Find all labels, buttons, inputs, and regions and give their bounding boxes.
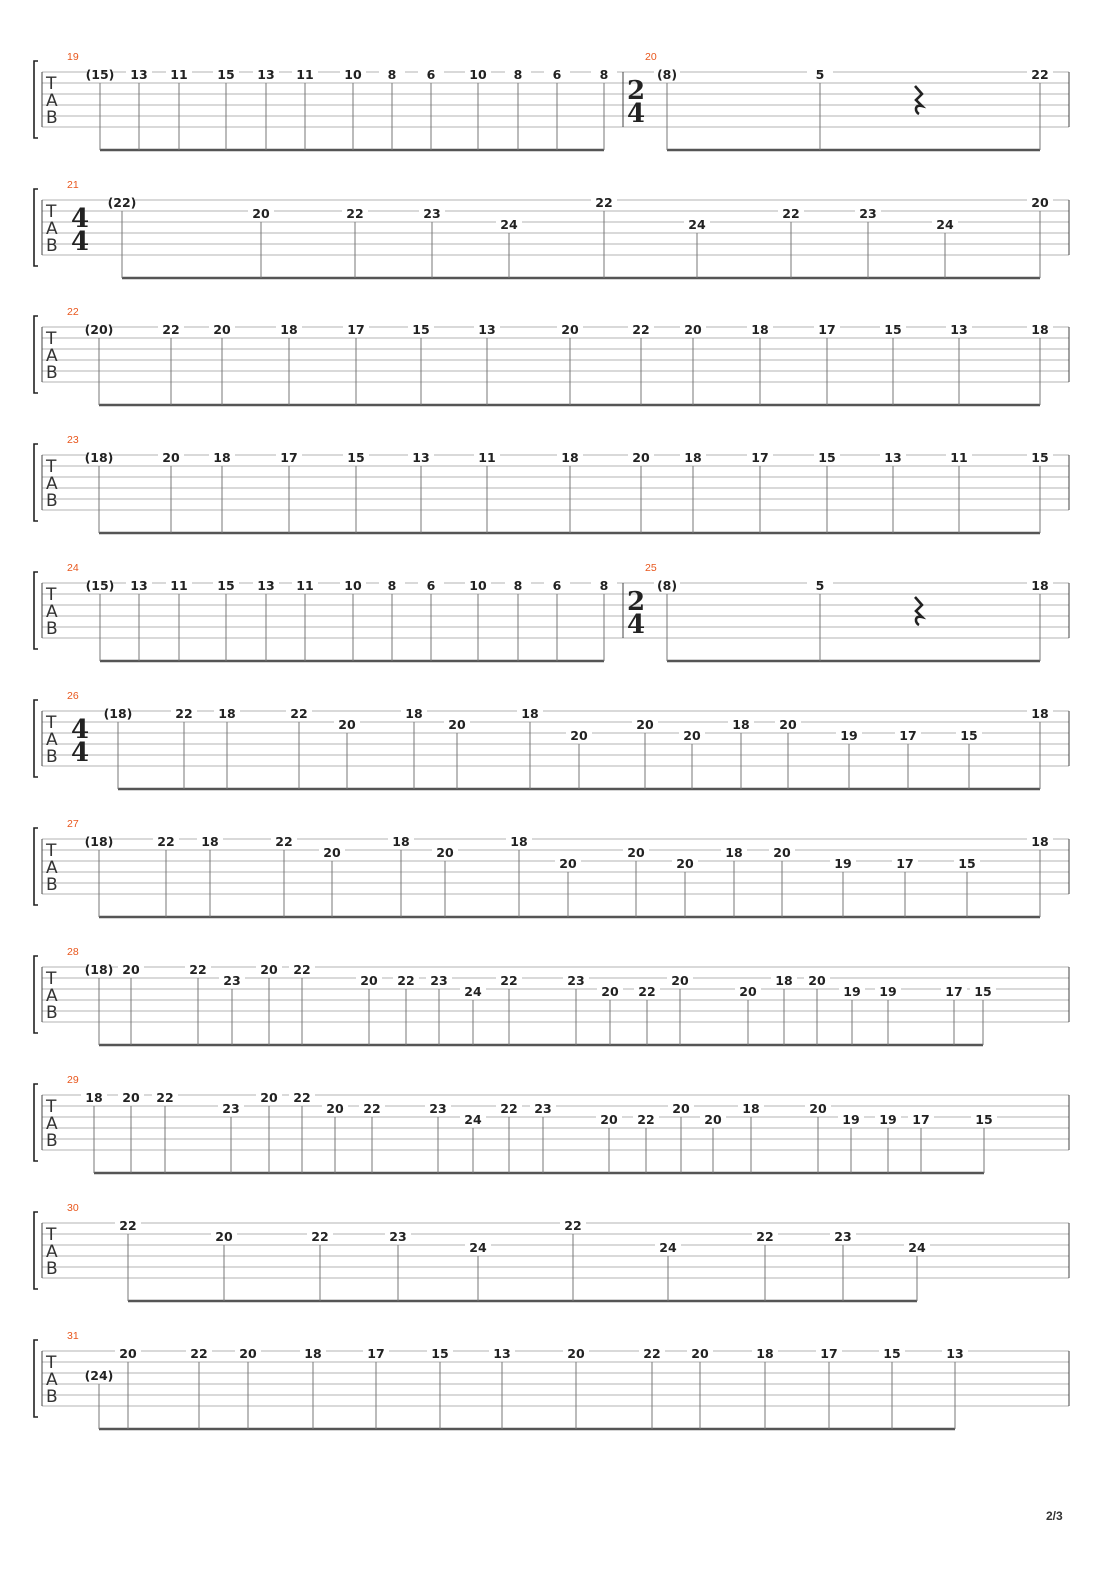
fret-number: 20 [691,1346,709,1361]
fret-number: 13 [884,450,902,465]
fret-number: 20 [119,1346,137,1361]
fret-number: 13 [946,1346,964,1361]
fret-number: 15 [883,1346,901,1361]
fret-number: 22 [500,1101,518,1116]
fret-number: 17 [280,450,298,465]
tab-clef-letter: B [46,1259,58,1279]
time-signature-bottom: 4 [626,610,646,640]
fret-number: 22 [189,962,207,977]
fret-number: 18 [218,706,236,721]
fret-number: 18 [280,322,298,337]
fret-number: 15 [1031,450,1049,465]
fret-number: (18) [84,834,114,849]
tab-system [34,1330,1069,1429]
time-signature-top: 4 [70,715,90,745]
tab-system [34,1202,1069,1301]
fret-number: 23 [430,973,448,988]
fret-number: 24 [464,1112,482,1127]
fret-number: 22 [119,1218,137,1233]
measure [67,1074,997,1173]
fret-number: 24 [464,984,482,999]
fret-number: (8) [656,67,678,82]
fret-number: 22 [157,834,175,849]
fret-number: 17 [896,856,914,871]
fret-number: 22 [397,973,415,988]
fret-number: 20 [561,322,579,337]
measure-number: 20 [645,51,657,63]
fret-number: 6 [426,67,436,82]
fret-number: 20 [808,973,826,988]
fret-number: 22 [363,1101,381,1116]
tab-system [34,434,1069,533]
fret-number: 20 [676,856,694,871]
fret-number: 18 [1031,706,1049,721]
fret-number: 8 [599,578,609,593]
tab-system [34,818,1069,917]
fret-number: 24 [469,1240,487,1255]
fret-number: 10 [469,578,487,593]
fret-number: 20 [360,973,378,988]
fret-number: 20 [122,962,140,977]
fret-number: 15 [975,1112,993,1127]
tab-clef-letter: A [46,346,58,366]
tab-clef-letter: A [46,91,58,111]
fret-number: 15 [960,728,978,743]
fret-number: 22 [632,322,650,337]
fret-number: (8) [656,578,678,593]
tab-clef-letter: T [46,1353,57,1373]
tab-clef-letter: A [46,986,58,1006]
system-bracket [34,956,38,1033]
fret-number: 13 [478,322,496,337]
fret-number: 18 [510,834,528,849]
fret-number: 20 [601,984,619,999]
fret-number: 19 [842,1112,860,1127]
fret-number: 20 [326,1101,344,1116]
fret-number: 11 [296,67,314,82]
fret-number: 6 [426,578,436,593]
tab-clef-letter: B [46,108,58,128]
fret-number: 20 [162,450,180,465]
fret-number: 20 [671,973,689,988]
measure [67,818,1053,917]
system-bracket [34,1212,38,1289]
measure-number: 30 [67,1202,79,1214]
fret-number: 20 [252,206,270,221]
fret-number: 22 [500,973,518,988]
fret-number: 24 [688,217,706,232]
fret-number: 18 [725,845,743,860]
fret-number: 20 [215,1229,233,1244]
fret-number: 22 [782,206,800,221]
tab-clef-letter: A [46,730,58,750]
fret-number: 8 [513,67,523,82]
fret-number: 8 [387,67,397,82]
fret-number: 11 [296,578,314,593]
time-signature-top: 2 [626,76,646,106]
fret-number: 10 [344,67,362,82]
quarter-rest-icon [915,86,922,114]
fret-number: 18 [213,450,231,465]
fret-number: 22 [311,1229,329,1244]
fret-number: 17 [820,1346,838,1361]
tab-system [34,51,1069,150]
tab-clef-letter: B [46,619,58,639]
fret-number: 13 [130,67,148,82]
fret-number: 18 [751,322,769,337]
tab-clef-letter: T [46,457,57,477]
tab-clef-letter: B [46,875,58,895]
measure-number: 22 [67,306,79,318]
measure-number: 29 [67,1074,79,1086]
measure-number: 25 [645,562,657,574]
fret-number: 18 [1031,322,1049,337]
measure [67,1330,968,1429]
measure [67,562,617,661]
fret-number: 17 [818,322,836,337]
system-bracket [34,572,38,649]
fret-number: 20 [448,717,466,732]
fret-number: 13 [950,322,968,337]
system-bracket [34,444,38,521]
fret-number: 6 [552,578,562,593]
fret-number: 15 [431,1346,449,1361]
fret-number: 24 [500,217,518,232]
fret-number: 22 [293,962,311,977]
fret-number: (18) [84,962,114,977]
fret-number: 11 [170,578,188,593]
fret-number: 20 [632,450,650,465]
fret-number: 23 [423,206,441,221]
fret-number: 17 [945,984,963,999]
fret-number: 20 [338,717,356,732]
fret-number: 22 [290,706,308,721]
fret-number: 22 [756,1229,774,1244]
fret-number: 10 [469,67,487,82]
fret-number: 13 [493,1346,511,1361]
fret-number: 13 [130,578,148,593]
fret-number: 20 [567,1346,585,1361]
fret-number: 18 [85,1090,103,1105]
fret-number: 15 [347,450,365,465]
fret-number: 18 [684,450,702,465]
fret-number: 19 [879,984,897,999]
fret-number: 15 [217,578,235,593]
fret-number: 22 [1031,67,1049,82]
tab-clef-letter: A [46,602,58,622]
measure-number: 26 [67,690,79,702]
fret-number: 18 [1031,578,1049,593]
system-bracket [34,1084,38,1161]
fret-number: 19 [843,984,861,999]
fret-number: 22 [643,1346,661,1361]
fret-number: 23 [834,1229,852,1244]
fret-number: 20 [600,1112,618,1127]
fret-number: 18 [405,706,423,721]
system-bracket [34,316,38,393]
fret-number: 22 [346,206,364,221]
fret-number: 22 [156,1090,174,1105]
fret-number: 18 [304,1346,322,1361]
fret-number: (22) [107,195,137,210]
tab-clef-letter: T [46,713,57,733]
fret-number: 20 [323,845,341,860]
fret-number: 24 [659,1240,677,1255]
system-bracket [34,700,38,777]
fret-number: 13 [257,67,275,82]
fret-number: 22 [638,984,656,999]
fret-number: 20 [779,717,797,732]
fret-number: 20 [739,984,757,999]
fret-number: 18 [521,706,539,721]
measure-number: 27 [67,818,79,830]
tab-clef-letter: T [46,585,57,605]
measure-number: 24 [67,562,79,574]
measure-number: 19 [67,51,79,63]
fret-number: 8 [513,578,523,593]
tab-clef-letter: A [46,1242,58,1262]
fret-number: 17 [367,1346,385,1361]
system-bracket [34,61,38,138]
fret-number: 18 [1031,834,1049,849]
fret-number: 20 [1031,195,1049,210]
tab-system [34,946,1069,1045]
tab-system [34,306,1069,405]
fret-number: 11 [950,450,968,465]
fret-number: 20 [436,845,454,860]
measure [67,1202,930,1301]
fret-number: 20 [213,322,231,337]
tab-system [34,1074,1069,1173]
fret-number: (15) [85,578,115,593]
fret-number: 13 [257,578,275,593]
fret-number: 18 [756,1346,774,1361]
measure [67,179,1053,278]
fret-number: 18 [201,834,219,849]
tab-clef-letter: T [46,74,57,94]
fret-number: 20 [239,1346,257,1361]
time-signature-bottom: 4 [626,99,646,129]
fret-number: 17 [899,728,917,743]
fret-number: 19 [834,856,852,871]
fret-number: (15) [85,67,115,82]
tab-clef-letter: T [46,329,57,349]
fret-number: (24) [84,1368,114,1383]
fret-number: 10 [344,578,362,593]
tab-system [34,562,1069,661]
fret-number: 20 [260,1090,278,1105]
fret-number: 5 [815,67,825,82]
fret-number: 18 [775,973,793,988]
fret-number: 23 [859,206,877,221]
tab-clef-letter: B [46,491,58,511]
system-bracket [34,1340,38,1417]
measure [623,562,1053,661]
fret-number: 20 [684,322,702,337]
time-signature-top: 2 [626,587,646,617]
tab-clef-letter: B [46,363,58,383]
measure [67,51,617,150]
tab-clef-letter: B [46,1387,58,1407]
measure-number: 21 [67,179,79,191]
fret-number: 11 [170,67,188,82]
tab-clef-letter: T [46,969,57,989]
tab-clef-letter: B [46,236,58,256]
fret-number: 22 [162,322,180,337]
fret-number: 18 [732,717,750,732]
fret-number: 22 [190,1346,208,1361]
tab-clef-letter: A [46,1370,58,1390]
fret-number: 13 [412,450,430,465]
measure [623,51,1053,150]
measure [67,946,996,1045]
tab-clef-letter: A [46,1114,58,1134]
measure [67,434,1053,533]
fret-number: 20 [636,717,654,732]
tab-system [34,179,1069,278]
fret-number: 22 [175,706,193,721]
fret-number: 22 [595,195,613,210]
page-number: 2/3 [1046,1509,1063,1523]
fret-number: 18 [392,834,410,849]
fret-number: 15 [818,450,836,465]
fret-number: 22 [275,834,293,849]
tab-clef-letter: T [46,841,57,861]
fret-number: 20 [672,1101,690,1116]
fret-number: 8 [387,578,397,593]
system-bracket [34,828,38,905]
fret-number: 20 [683,728,701,743]
time-signature-bottom: 4 [70,738,90,768]
tab-clef-letter: T [46,202,57,222]
fret-number: 23 [222,1101,240,1116]
measure-number: 23 [67,434,79,446]
tab-clef-letter: A [46,474,58,494]
tab-clef-letter: T [46,1225,57,1245]
fret-number: 17 [347,322,365,337]
fret-number: 22 [637,1112,655,1127]
fret-number: 17 [751,450,769,465]
tab-clef-letter: A [46,858,58,878]
tab-clef-letter: A [46,219,58,239]
fret-number: 20 [260,962,278,977]
measure-number: 28 [67,946,79,958]
fret-number: 20 [773,845,791,860]
fret-number: 15 [412,322,430,337]
fret-number: 22 [564,1218,582,1233]
fret-number: (18) [84,450,114,465]
fret-number: 15 [217,67,235,82]
tab-clef-letter: B [46,1003,58,1023]
fret-number: (18) [103,706,133,721]
measure [67,690,1053,789]
fret-number: 15 [974,984,992,999]
measure-number: 31 [67,1330,79,1342]
fret-number: 20 [627,845,645,860]
system-bracket [34,189,38,266]
fret-number: 15 [958,856,976,871]
time-signature-bottom: 4 [70,227,90,257]
fret-number: 18 [561,450,579,465]
fret-number: 18 [742,1101,760,1116]
fret-number: 17 [912,1112,930,1127]
fret-number: 23 [389,1229,407,1244]
quarter-rest-icon [915,597,922,625]
measure [67,306,1053,405]
fret-number: 23 [429,1101,447,1116]
fret-number: 15 [884,322,902,337]
fret-number: 22 [293,1090,311,1105]
tab-clef-letter: T [46,1097,57,1117]
tab-system [34,690,1069,789]
tab-clef-letter: B [46,747,58,767]
fret-number: 20 [570,728,588,743]
fret-number: (20) [84,322,114,337]
fret-number: 20 [809,1101,827,1116]
fret-number: 24 [936,217,954,232]
fret-number: 20 [122,1090,140,1105]
fret-number: 8 [599,67,609,82]
fret-number: 20 [559,856,577,871]
fret-number: 23 [223,973,241,988]
fret-number: 23 [534,1101,552,1116]
fret-number: 6 [552,67,562,82]
fret-number: 23 [567,973,585,988]
tab-clef-letter: B [46,1131,58,1151]
fret-number: 11 [478,450,496,465]
fret-number: 20 [704,1112,722,1127]
fret-number: 19 [879,1112,897,1127]
time-signature-top: 4 [70,204,90,234]
fret-number: 5 [815,578,825,593]
fret-number: 19 [840,728,858,743]
fret-number: 24 [908,1240,926,1255]
